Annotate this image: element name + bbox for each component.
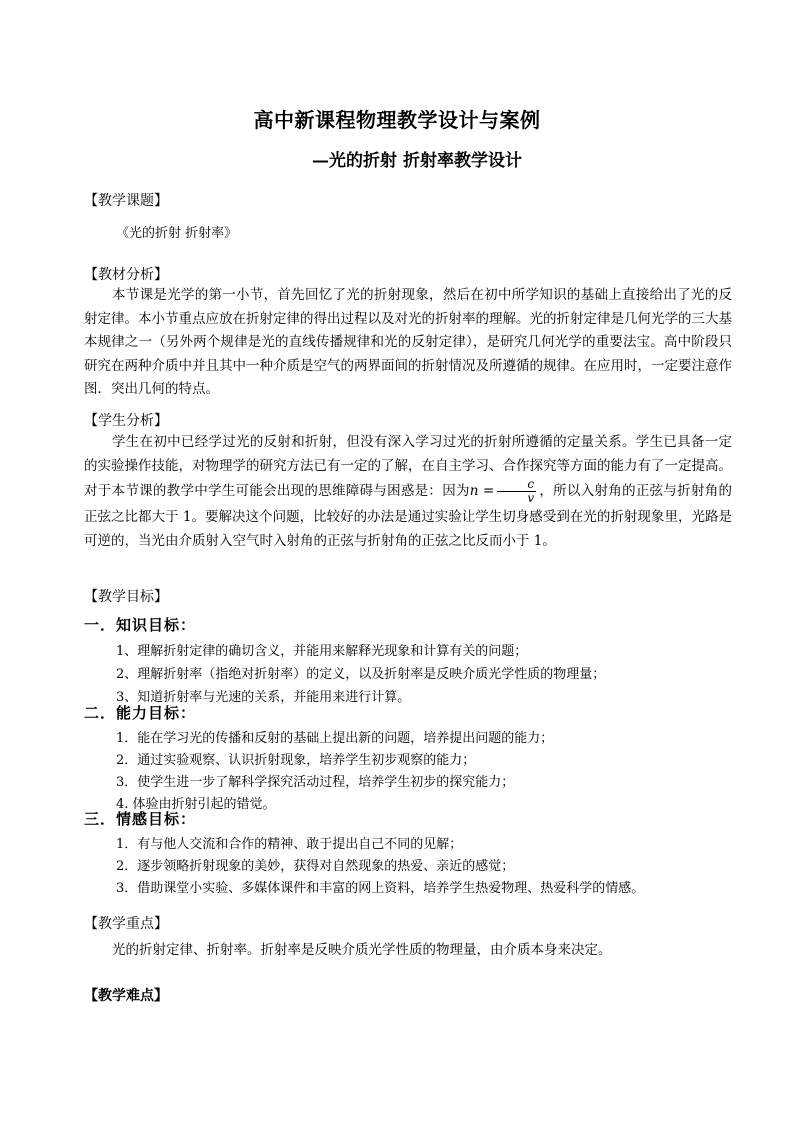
document-title: 高中新课程物理教学设计与案例: [253, 108, 541, 132]
ability-goal-item: 2．通过实验观察、认识折射现象，培养学生初步观察的能力；: [116, 753, 476, 768]
section-topic-heading: 【教学课题】: [84, 193, 168, 209]
emotion-goal-item: 1．有与他人交流和合作的精神、敢于提出自己不同的见解；: [116, 837, 463, 852]
formula-denominator: v: [527, 491, 535, 505]
knowledge-goals-heading: 一．知识目标：: [84, 616, 197, 634]
keypoints-text: 光的折射定律、折射率。折射率是反映介质光学性质的物理量，由介质本身来决定。: [112, 942, 612, 958]
ability-goal-item: 4. 体验由折射引起的错觉。: [116, 797, 276, 812]
ability-goal-item: 3．使学生进一步了解科学探究活动过程，培养学生初步的探究能力；: [116, 775, 515, 790]
ability-goals-heading: 二．能力目标：: [84, 704, 197, 722]
section-students-heading: 【学生分析】: [84, 413, 168, 429]
section-goals-heading: 【教学目标】: [84, 589, 168, 605]
students-paragraph: [84, 430, 732, 553]
section-material-heading: 【教材分析】: [84, 267, 168, 283]
formula-fraction: [497, 478, 536, 505]
material-paragraph: 本节课是光学的第一小节，首先回忆了光的折射现象，然后在初中所学知识的基础上直接给出了光的反射定律。本小节重点应放在折射定律的得出过程以及对光的折射率的理解。光的折射定律是几何光学的三大基本规律之一（另外两个规律是光的直线传播规律和光的反射定律），是研究几何光学的重要法宝。高中阶段只研究在两种介质中并且其中一种介质是空气的两界面间的折射情况及所遵循的规律。在应用时，一定要注意作图．突出几何的特点。: [84, 287, 732, 397]
formula-lhs: n =: [469, 483, 495, 499]
section-keypoints-heading: 【教学重点】: [84, 916, 168, 932]
emotion-goal-item: 3．借助课堂小实验、多媒体课件和丰富的网上资料，培养学生热爱物理、热爱科学的情感。: [116, 881, 645, 896]
formula-numerator: c: [497, 478, 536, 492]
emotion-goal-item: 2．逐步领略折射现象的美妙，获得对自然现象的热爱、亲近的感觉；: [116, 859, 515, 874]
emotion-goals-heading: 三．情感目标：: [84, 810, 197, 828]
knowledge-goal-item: 2、理解折射率（指绝对折射率）的定义，以及折射率是反映介质光学性质的物理量；: [116, 667, 606, 682]
students-text-after: ，所以入射角的正弦与折射角的正弦之比都大于 1。要解决这个问题，比较好的办法是通过实验让学生切身感受到在光的折射现象里，光路是可逆的，当光由介质射入空气时入射角的正弦与折射角的正弦之比反而小于 1。: [84, 483, 733, 549]
topic-text: 《光的折射 折射率》: [116, 226, 238, 241]
ability-goal-item: 1．能在学习光的传播和反射的基础上提出新的问题，培养提出问题的能力；: [116, 731, 554, 746]
section-difficulty-heading: 【教学难点】: [84, 988, 168, 1004]
document-subtitle: —光的折射 折射率教学设计: [312, 151, 522, 171]
students-text-before: 学生在初中已经学过光的反射和折射，但没有深入学习过光的折射所遵循的定量关系。学生已具备一定的实验操作技能，对物理学的研究方法已有一定的了解，在自主学习、合作探究等方面的能力有了一定提高。对于本节课的教学中学生可能会出现的思维障碍与困惑是：因为: [84, 434, 732, 499]
knowledge-goal-item: 3、知道折射率与光速的关系，并能用来进行计算。: [116, 690, 411, 705]
knowledge-goal-item: 1、理解折射定律的确切含义，并能用来解释光现象和计算有关的问题；: [116, 644, 528, 659]
